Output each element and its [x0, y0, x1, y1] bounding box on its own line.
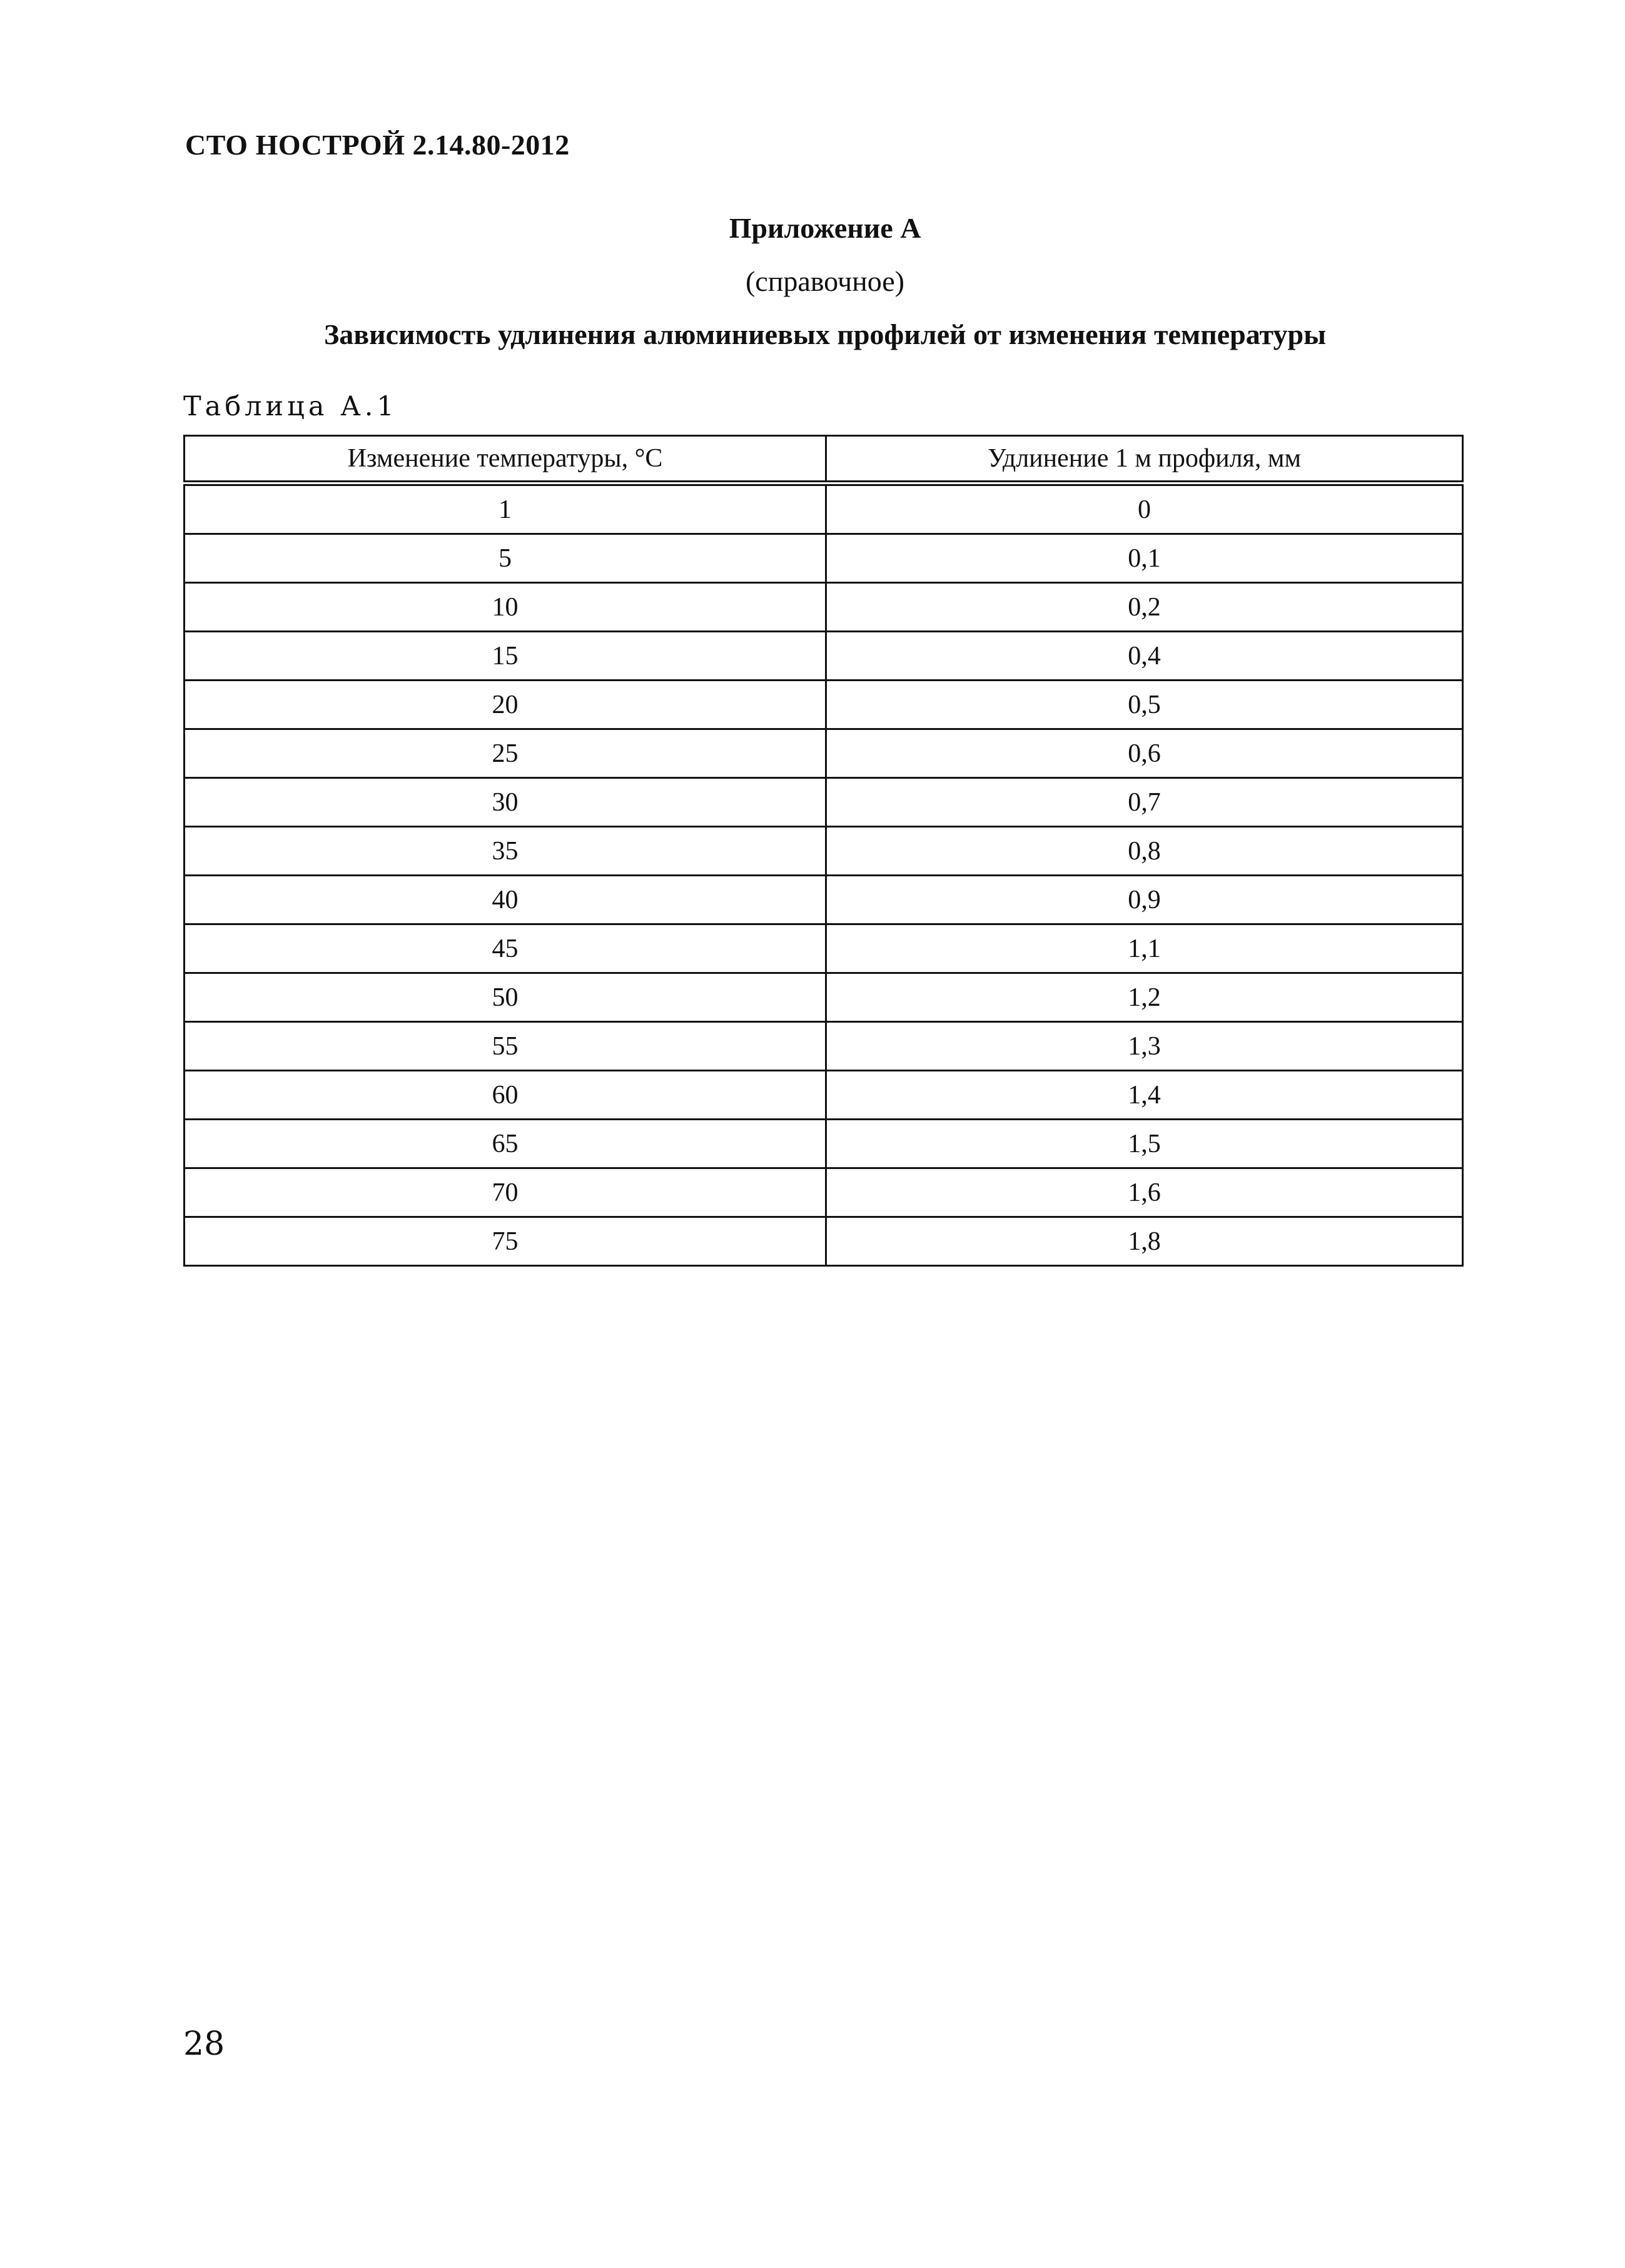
cell-temperature: 20: [185, 681, 826, 729]
cell-temperature: 75: [185, 1217, 826, 1266]
appendix-title: Приложение А: [729, 212, 921, 244]
table-row: [185, 827, 1463, 876]
table-row: [185, 534, 1463, 583]
cell-temperature: 35: [185, 827, 826, 876]
cell-elongation: 1,3: [826, 1022, 1463, 1071]
table-caption: Таблица А.1: [183, 391, 398, 422]
cell-temperature: 15: [185, 632, 826, 681]
table-header-row: [185, 436, 1463, 483]
cell-elongation: 1,6: [826, 1168, 1463, 1217]
cell-temperature: 65: [185, 1120, 826, 1168]
document-code: СТО НОСТРОЙ 2.14.80-2012: [185, 129, 570, 161]
data-table: [183, 435, 1464, 1267]
cell-elongation: 0,2: [826, 583, 1463, 632]
table-row: [185, 632, 1463, 681]
table-row: [185, 729, 1463, 778]
cell-elongation: 0,7: [826, 778, 1463, 827]
cell-temperature: 30: [185, 778, 826, 827]
cell-elongation: 1,1: [826, 924, 1463, 973]
cell-elongation: 1,8: [826, 1217, 1463, 1266]
table-row: [185, 924, 1463, 973]
cell-temperature: 40: [185, 876, 826, 924]
table-row: [185, 483, 1463, 534]
table-row: [185, 583, 1463, 632]
cell-elongation: 0,8: [826, 827, 1463, 876]
cell-temperature: 55: [185, 1022, 826, 1071]
cell-elongation: 1,5: [826, 1120, 1463, 1168]
cell-temperature: 25: [185, 729, 826, 778]
cell-temperature: 45: [185, 924, 826, 973]
table-row: [185, 1168, 1463, 1217]
table-row: [185, 1120, 1463, 1168]
table-row: [185, 973, 1463, 1022]
cell-elongation: 0,5: [826, 681, 1463, 729]
cell-temperature: 50: [185, 973, 826, 1022]
column-header-elongation: Удлинение 1 м профиля, мм: [826, 436, 1463, 483]
cell-elongation: 0: [826, 483, 1463, 534]
cell-elongation: 0,1: [826, 534, 1463, 583]
appendix-subtitle: (справочное): [745, 265, 905, 297]
table-row: [185, 876, 1463, 924]
cell-temperature: 70: [185, 1168, 826, 1217]
cell-temperature: 5: [185, 534, 826, 583]
cell-temperature: 1: [185, 483, 826, 534]
table-body: [185, 483, 1463, 1266]
table-row: [185, 1217, 1463, 1266]
appendix-heading: Зависимость удлинения алюминиевых профилей от изменения температуры: [323, 318, 1327, 350]
table-row: [185, 1022, 1463, 1071]
table-row: [185, 1071, 1463, 1120]
cell-elongation: 1,4: [826, 1071, 1463, 1120]
table-row: [185, 681, 1463, 729]
table-row: [185, 778, 1463, 827]
cell-elongation: 1,2: [826, 973, 1463, 1022]
cell-temperature: 10: [185, 583, 826, 632]
cell-elongation: 0,6: [826, 729, 1463, 778]
cell-elongation: 0,9: [826, 876, 1463, 924]
column-header-temperature: Изменение температуры, °С: [185, 436, 826, 483]
page-number: 28: [183, 2025, 225, 2063]
cell-temperature: 60: [185, 1071, 826, 1120]
cell-elongation: 0,4: [826, 632, 1463, 681]
